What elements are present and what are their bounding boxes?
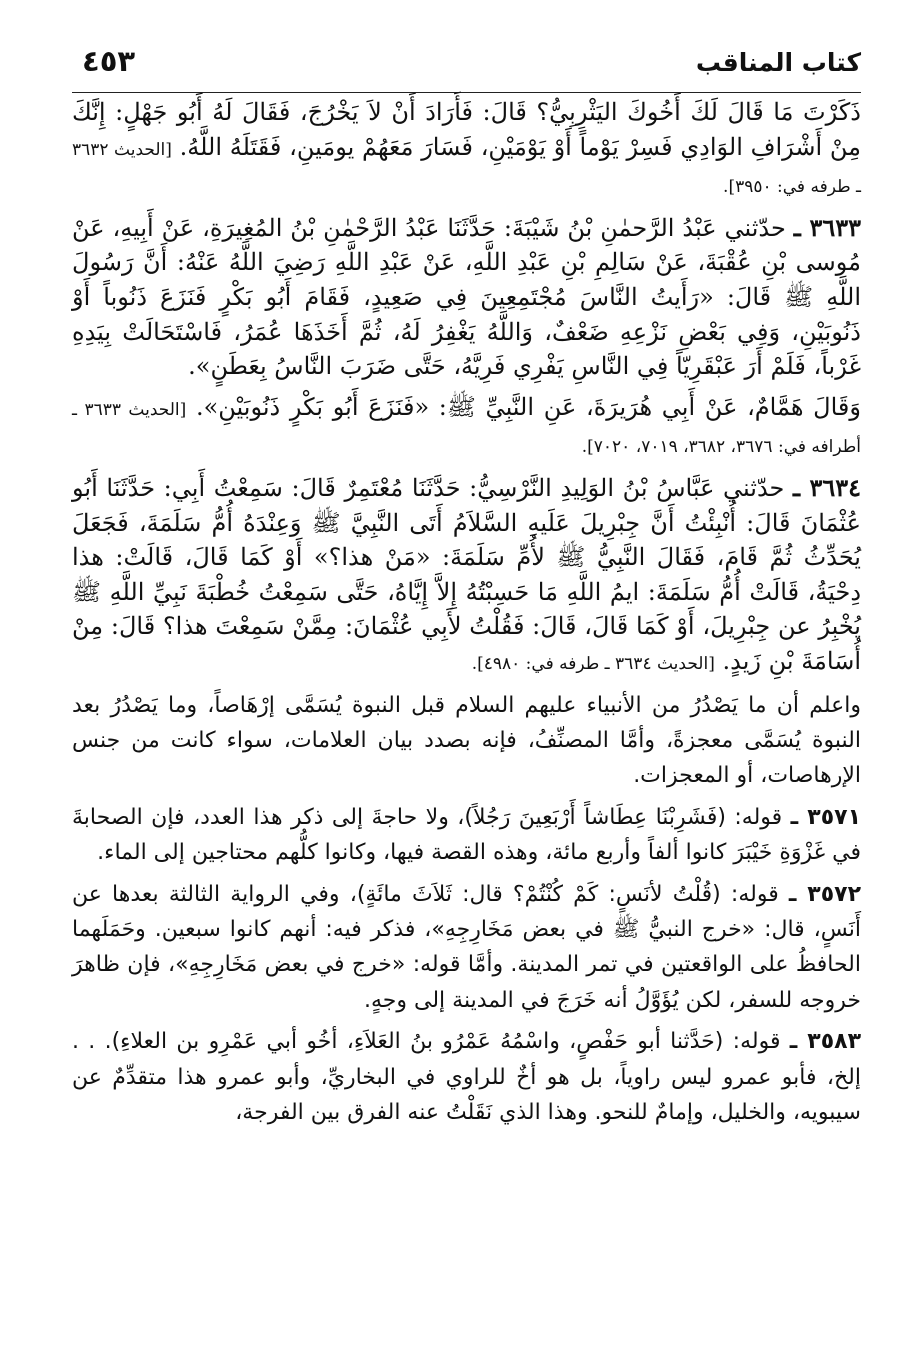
hadith-reference: [الحديث ٣٦٣٣ ـ أطرافه في: ٣٦٧٦، ٣٦٨٢، ٧٠١٩، ٧٠٢٠]. (72, 399, 861, 458)
paragraph-text: حدّثني عَبَّاسُ بْنُ الوَلِيدِ النَّرْسِيُّ: حَدَّثَنَا مُعْتَمِرٌ قَالَ: سَمِعْتُ أَبِي: حَدَّثَنَا أَبُو عُثْمَانَ قَالَ: أُنْبِئْتُ أَنَّ جِبْرِيلَ عَلَيهِ السَّلاَمُ أَتَى النَّبِيَّ ﷺ وَعِنْدَهُ أُمُّ سَلَمَةَ، فَجَعَلَ يُحَدِّثُ ثُمَّ قَامَ، فَقَالَ النَّبِيُّ ﷺ لأُمِّ سَلَمَةَ: «مَنْ هذا؟» أَوْ كَمَا قَالَ، قَالَتْ: هذا دِحْيَةُ، قَالَتْ أُمُّ سَلَمَةَ: ايمُ اللَّهِ مَا حَسِبْتُهُ إِلاَّ إِيَّاهُ، حَتَّى سَمِعْتُ خُطْبَةَ نَبِيِّ اللَّهِ ﷺ يُخْبِرُ عن جِبْرِيلَ، أَوْ كَمَا قَالَ، قَالَ: فَقُلْتُ لأَبِي عُثْمَانَ: مِمَّنْ سَمِعْتَ هذا؟ قَالَ: مِنْ أُسَامَةَ بْنِ زَيدٍ. (72, 473, 861, 675)
paragraph-text: ذَكَرْتَ مَا قَالَ لَكَ أَخُوكَ اليَثْرِبِيُّ؟ قَالَ: فَأَرَادَ أَنْ لاَ يَخْرُجَ، فَقَالَ لَهُ أَبُو جَهْلٍ: إِنَّكَ مِنْ أَشْرَافِ الوَادِي فَسِرْ يَوْماً أَوْ يَوْمَيْنِ، فَسَارَ مَعَهُمْ يومَينِ، فَقَتَلَهُ اللَّهُ. (72, 98, 861, 161)
commentary-3571 (72, 800, 861, 871)
commentary-3572 (72, 877, 861, 1019)
hadith-number: ٣٦٣٣ ـ (793, 212, 861, 242)
commentary-number: ٣٥٧١ ـ (790, 804, 862, 830)
hadith-3633 (72, 211, 861, 384)
paragraph-text: واعلم أن ما يَصْدُرُ من الأنبياء عليهم السلام قبل النبوة يُسَمَّى إرْهَاصاً، وما يَصْدُرُ بعد النبوة يُسَمَّى معجزةً، وأمَّا المصنِّفُ، فإنه بصدد بيان العلامات، سواء كانت من جنس الإرهاصات، أو المعجزات. (72, 692, 861, 789)
paragraph-text: قوله: (حَدَّثنا أبو حَفْصٍ، واسْمُهُ عَمْرُو بنُ العَلاَءِ، أخُو أبي عَمْرِو بن العلاءِ). . . إلخ، فأبو عمرو ليس راوياً، بل هو أخٌ للراوي في البخاريِّ، وأبو عمرو هذا متقدِّمٌ عن سيبويه، والخليل، وإمامٌ للنحو. وهذا الذي نَقَلْتُ عنه الفرق بين الفرجة، (72, 1029, 861, 1125)
paragraph-text: قوله: (فَشَرِبْنَا عِطَاشاً أَرْبَعِينَ رَجُلاً)، ولا حاجةَ إلى ذكر هذا العدد، فإن الصحابةَ في غَزْوَةِ خَيْبَرَ كانوا ألفاً وأربع مائة، وهذه القصة فيها، وكانوا كلُّهم محتاجين إلى الماء. (72, 804, 861, 866)
hadith-3632-continuation (72, 95, 861, 205)
hadith-3634 (72, 471, 861, 682)
commentary-number: ٣٥٨٣ ـ (789, 1029, 861, 1055)
hadith-reference: [الحديث ٣٦٣٢ ـ طرفه في: ٣٩٥٠]. (72, 139, 861, 198)
commentary-3583 (72, 1024, 861, 1130)
commentary-number: ٣٥٧٢ ـ (788, 881, 861, 907)
book-title: كتاب المناقب (695, 48, 861, 77)
commentary-intro (72, 688, 861, 794)
page-body (72, 95, 861, 1358)
page-header (72, 42, 861, 93)
page-number: ٤٥٣ (82, 44, 136, 78)
hadith-reference: [الحديث ٣٦٣٤ ـ طرفه في: ٤٩٨٠]. (471, 653, 715, 674)
paragraph-text: حدّثني عَبْدُ الرَّحمٰنِ بْنُ شَيْبَةَ: حَدَّثَنَا عَبْدُ الرَّحْمٰنِ بْنُ المُغِيرَةِ، عَنْ أَبِيهِ، عَنْ مُوسى بْنِ عُقْبَةَ، عَنْ سَالِمِ بْنِ عَبْدِ اللَّهِ، عَنْ عَبْدِ اللَّهِ رَضِيَ اللَّهُ عَنْهُ: أَنَّ رَسُولَ اللَّهِ ﷺ قَالَ: «رَأَيتُ النَّاسَ مُجْتَمِعِينَ فِي صَعِيدٍ، فَقَامَ أَبُو بَكْرٍ فَنَزَعَ ذَنُوباً أَوْ ذَنُوبَيْنِ، وَفِي بَعْضِ نَزْعِهِ ضَعْفٌ، وَاللَّهُ يَغْفِرُ لَهُ، ثُمَّ أَخَذَهَا عُمَرُ، فَاسْتَحَالَتْ بِيَدِهِ غَرْباً، فَلَمْ أَرَ عَبْقَرِيّاً فِي النَّاسِ يَفْرِي فَرِيَّهُ، حَتَّى ضَرَبَ النَّاسُ بِعَطَنٍ». (72, 213, 861, 381)
paragraph-text: وَقَالَ هَمَّامٌ، عَنْ أَبِي هُرَيرَةَ، عَنِ النَّبِيِّ ﷺ: «فَنَزَعَ أَبُو بَكْرٍ ذَنُوبَيْنِ». (195, 392, 861, 421)
hadith-number: ٣٦٣٤ ـ (793, 472, 862, 502)
paragraph-text: قوله: (قُلْتُ لأنَسٍ: كَمْ كُنْتُمْ؟ قال: ثَلاَثَ مائَةٍ)، وفي الرواية الثالثة بعدها عن أَنَسٍ، قال: «خرج النبيُّ ﷺ في بعض مَخَارِجِهِ»، فذكر فيه: أنهم كانوا سبعين. وحَمَلَهما الحافظُ على الواقعتين في تمر المدينة. وأمَّا قوله: «خرج في بعض مَخَارِجِهِ»، فإن ظاهرَ خروجه للسفر، لكن يُؤَوَّلُ أنه خَرَجَ في المدينة إلى وجهٍ. (72, 881, 861, 1013)
hadith-3633-hammam (72, 390, 861, 465)
